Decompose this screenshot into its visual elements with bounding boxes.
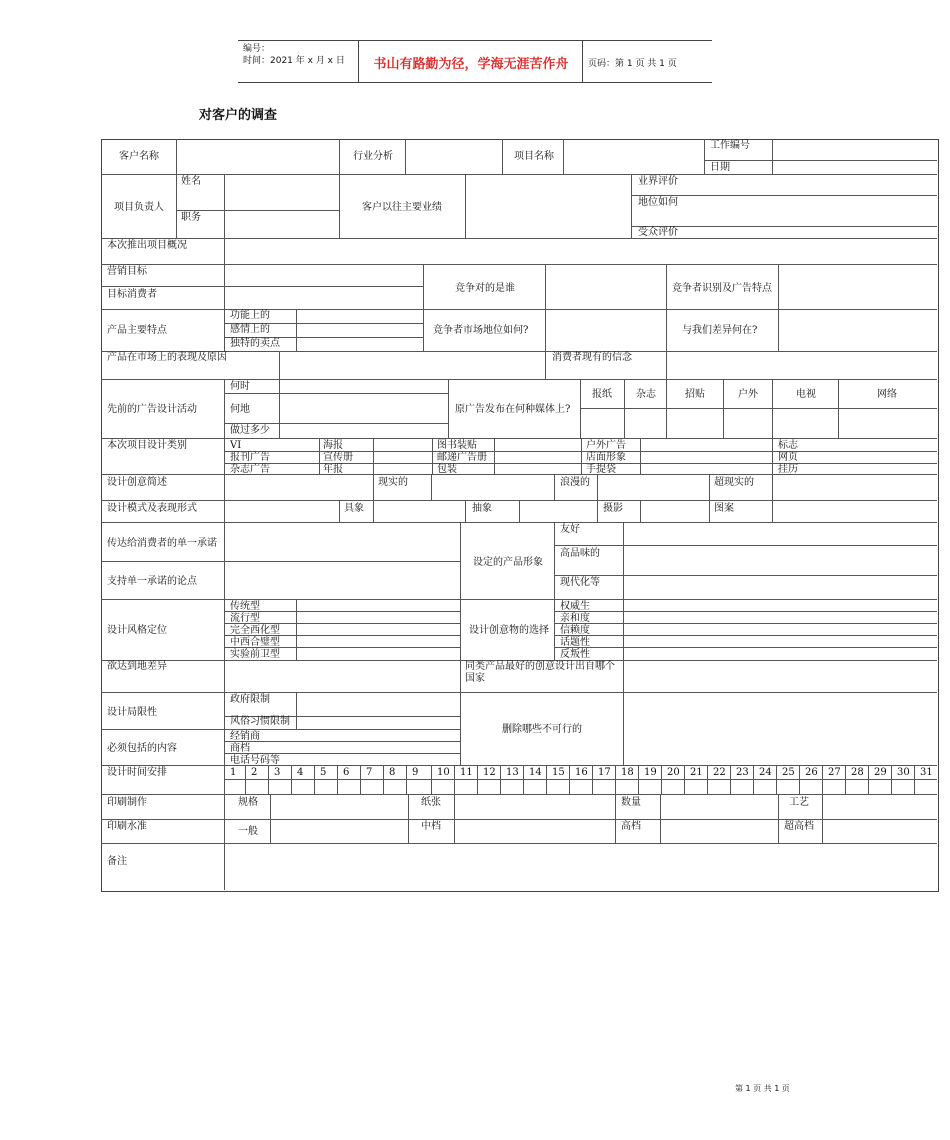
cell-label: 信赖度 <box>560 625 590 636</box>
day-number: 14 <box>529 767 542 778</box>
grid-line <box>176 210 339 211</box>
grid-line <box>101 561 460 562</box>
grid-line <box>224 423 448 424</box>
grid-line <box>772 139 773 174</box>
cell-label: 传达给消费者的单一承诺 <box>107 538 217 549</box>
day-number: 31 <box>920 767 933 778</box>
cell-label: 设计创意物的选择 <box>469 625 549 636</box>
cell-label: 超高档 <box>784 821 814 832</box>
grid-line <box>554 623 937 624</box>
cell-label: 做过多少 <box>230 425 270 436</box>
cell-label: 高档 <box>621 821 641 832</box>
cell-label: 流行型 <box>230 613 260 624</box>
grid-line <box>615 794 616 843</box>
grid-line <box>101 379 937 380</box>
day-number: 3 <box>274 767 281 778</box>
cell-label: 年报 <box>323 464 343 475</box>
cell-label: 邮递广告册 <box>437 452 487 463</box>
cell-label: 商档 <box>230 743 250 754</box>
grid-line <box>101 599 937 600</box>
slogan: 书山有路勤为径，学海无涯苦作舟 <box>373 57 569 72</box>
cell-label: 现实的 <box>378 477 408 488</box>
cell-label: 包装 <box>437 464 457 475</box>
cell-label: 支持单一承诺的论点 <box>107 576 197 587</box>
grid-line <box>640 438 641 474</box>
grid-line <box>623 692 624 765</box>
cell-label: 竞争者识别及广告特点 <box>672 283 772 294</box>
cell-label: 具象 <box>344 503 364 514</box>
cell-label: 何时 <box>230 381 250 392</box>
header-meta <box>243 43 345 67</box>
grid-line <box>319 438 320 474</box>
grid-line <box>101 474 937 475</box>
day-number: 25 <box>782 767 795 778</box>
grid-line <box>709 500 710 522</box>
grid-line <box>554 474 555 500</box>
cell-label: 话题性 <box>560 637 590 648</box>
grid-line <box>709 474 710 500</box>
grid-line <box>296 599 297 660</box>
grid-line <box>580 408 937 409</box>
grid-line <box>423 264 424 351</box>
day-number: 20 <box>667 767 680 778</box>
cell-label: 先前的广告设计活动 <box>107 404 197 415</box>
grid-line <box>772 438 773 474</box>
grid-line <box>554 635 937 636</box>
cell-label: 设计风格定位 <box>107 625 167 636</box>
header-divider <box>582 41 583 82</box>
cell-label: 摄影 <box>603 503 623 514</box>
day-number: 12 <box>483 767 496 778</box>
grid-line <box>339 174 340 238</box>
cell-label: 户外 <box>738 389 758 400</box>
page-number-label: 页码：第 1 页 共 1 页 <box>588 59 677 69</box>
cell-label: 国家 <box>465 673 485 684</box>
day-number: 16 <box>575 767 588 778</box>
day-number: 10 <box>437 767 450 778</box>
day-number: 21 <box>690 767 703 778</box>
day-number: 8 <box>389 767 396 778</box>
grid-line <box>296 309 297 351</box>
cell-label: 电话号码等 <box>230 755 280 766</box>
page-footer: 第 1 页 共 1 页 <box>735 1084 790 1093</box>
cell-label: 图案 <box>714 503 734 514</box>
grid-line <box>448 379 449 438</box>
number-label: 编号： <box>243 44 271 54</box>
grid-line <box>623 660 624 692</box>
cell-label: 网页 <box>778 452 798 463</box>
grid-line <box>373 438 374 474</box>
grid-line <box>631 174 632 238</box>
grid-line <box>224 438 225 474</box>
cell-label: 经销商 <box>230 731 260 742</box>
cell-label: 客户名称 <box>119 151 159 162</box>
grid-line <box>432 438 433 474</box>
grid-line <box>224 779 937 780</box>
grid-line <box>101 843 937 844</box>
cell-label: 权威生 <box>560 601 590 612</box>
cell-label: 报纸 <box>592 389 612 400</box>
grid-line <box>279 351 280 379</box>
grid-line <box>339 500 340 522</box>
cell-label: 海报 <box>323 440 343 451</box>
grid-line <box>778 794 779 843</box>
grid-line <box>373 474 374 500</box>
day-number: 22 <box>713 767 726 778</box>
grid-line <box>554 522 555 599</box>
cell-label: 客户以往主要业绩 <box>362 202 442 213</box>
grid-line <box>460 522 461 599</box>
cell-label: 印刷水准 <box>107 821 147 832</box>
grid-line <box>101 819 937 820</box>
grid-line <box>554 575 937 576</box>
grid-line <box>597 474 598 500</box>
grid-line <box>519 500 520 522</box>
grid-line <box>545 351 546 379</box>
cell-label: 标志 <box>778 440 798 451</box>
cell-label: 设计创意简述 <box>107 477 167 488</box>
day-number: 17 <box>598 767 611 778</box>
cell-label: 行业分析 <box>353 151 393 162</box>
grid-line <box>408 794 409 843</box>
grid-line <box>554 599 555 660</box>
grid-line <box>224 393 448 394</box>
grid-line <box>224 474 225 500</box>
cell-label: 业界评价 <box>638 176 678 187</box>
cell-label: 同类产品最好的创意设计出自哪个 <box>465 661 615 672</box>
day-number: 29 <box>874 767 887 778</box>
grid-line <box>224 309 225 351</box>
cell-label: 项目名称 <box>514 151 554 162</box>
page-title: 对客户的调查 <box>199 108 278 123</box>
cell-label: 独特的卖点 <box>230 338 280 349</box>
cell-label: 网络 <box>877 389 897 400</box>
cell-label: 纸张 <box>421 797 441 808</box>
grid-line <box>101 794 937 795</box>
cell-label: 挂历 <box>778 464 798 475</box>
grid-line <box>772 474 773 500</box>
day-number: 2 <box>251 767 258 778</box>
grid-line <box>101 264 937 265</box>
grid-line <box>465 500 466 522</box>
cell-label: 传统型 <box>230 601 260 612</box>
grid-line <box>224 599 225 660</box>
cell-label: 现代化等 <box>560 577 600 588</box>
grid-line <box>101 729 460 730</box>
cell-label: 友好 <box>560 524 580 535</box>
cell-label: 反叛性 <box>560 649 590 660</box>
cell-label: 备注 <box>107 856 127 867</box>
cell-label: 超现实的 <box>714 477 754 488</box>
grid-line <box>554 647 937 648</box>
grid-line <box>101 286 423 287</box>
grid-line <box>176 139 177 174</box>
cell-label: 何地 <box>230 404 250 415</box>
cell-label: 店面形象 <box>586 452 626 463</box>
grid-line <box>494 438 495 474</box>
cell-label: 产品主要特点 <box>107 325 167 336</box>
grid-line <box>704 139 705 174</box>
cell-label: 原广告发布在何种媒体上? <box>455 404 571 415</box>
cell-label: 设计模式及表现形式 <box>107 503 197 514</box>
grid-line <box>224 794 225 843</box>
grid-line <box>405 139 406 174</box>
grid-line <box>279 379 280 438</box>
cell-label: 杂志 <box>636 389 656 400</box>
grid-line <box>666 351 667 379</box>
grid-line <box>822 794 823 843</box>
grid-line <box>224 753 460 754</box>
day-number: 23 <box>736 767 749 778</box>
cell-label: 规格 <box>238 797 258 808</box>
grid-line <box>778 264 779 351</box>
day-number: 15 <box>552 767 565 778</box>
cell-label: 亲和度 <box>560 613 590 624</box>
grid-line <box>101 438 937 439</box>
cell-label: VI <box>230 440 242 451</box>
day-number: 7 <box>366 767 373 778</box>
cell-label: 数量 <box>621 797 641 808</box>
grid-line <box>631 195 937 196</box>
cell-label: 地位如何 <box>638 197 678 208</box>
grid-line <box>563 139 564 174</box>
cell-label: 设定的产品形象 <box>473 557 543 568</box>
cell-label: 政府限制 <box>230 694 270 705</box>
grid-line <box>460 660 461 692</box>
grid-line <box>270 794 271 843</box>
day-number: 6 <box>343 767 350 778</box>
day-number: 28 <box>851 767 864 778</box>
cell-label: 设计局限性 <box>107 707 157 718</box>
grid-line <box>101 522 937 523</box>
grid-line <box>581 438 582 474</box>
cell-label: 杂志广告 <box>230 464 270 475</box>
cell-label: 必须包括的内容 <box>107 743 177 754</box>
grid-line <box>224 379 225 438</box>
day-number: 1 <box>230 767 237 778</box>
cell-label: 消费者现有的信念 <box>552 352 632 363</box>
cell-label: 户外广告 <box>586 440 626 451</box>
day-number: 5 <box>320 767 327 778</box>
cell-label: 受众评价 <box>638 227 678 238</box>
day-number: 19 <box>644 767 657 778</box>
cell-label: 一般 <box>238 826 258 837</box>
grid-line <box>465 174 466 238</box>
grid-line <box>502 139 503 174</box>
cell-label: 电视 <box>796 389 816 400</box>
cell-label: 工作编号 <box>710 140 750 151</box>
cell-label: 中西合璧型 <box>230 637 280 648</box>
grid-line <box>454 794 455 843</box>
cell-label: 本次推出项目概况 <box>107 240 187 251</box>
grid-line <box>772 500 773 522</box>
time-label: 时间：2021 年 x 月 x 日 <box>243 56 345 66</box>
cell-label: 高品味的 <box>560 548 600 559</box>
cell-label: 竞争对的是谁 <box>455 283 515 294</box>
cell-label: 项目负责人 <box>114 202 164 213</box>
grid-line <box>554 611 937 612</box>
day-number: 18 <box>621 767 634 778</box>
grid-line <box>623 599 624 660</box>
cell-label: 浪漫的 <box>560 477 590 488</box>
cell-label: 本次项目设计类别 <box>107 440 187 451</box>
cell-label: 实验前卫型 <box>230 649 280 660</box>
cell-label: 竞争者市场地位如何? <box>433 325 529 336</box>
grid-line <box>623 522 624 599</box>
cell-label: 手提袋 <box>586 464 616 475</box>
grid-line <box>101 238 937 239</box>
grid-line <box>431 474 432 500</box>
grid-line <box>101 692 937 693</box>
grid-line <box>224 843 225 890</box>
grid-line <box>224 174 225 238</box>
day-number: 4 <box>297 767 304 778</box>
cell-label: 感情上的 <box>230 324 270 335</box>
cell-label: 删除哪些不可行的 <box>502 724 582 735</box>
cell-label: 营销目标 <box>107 266 147 277</box>
cell-label: 职务 <box>181 212 201 223</box>
cell-label: 与我们差异何在? <box>682 325 758 336</box>
cell-label: 报刊广告 <box>230 452 270 463</box>
grid-line <box>460 692 461 765</box>
cell-label: 姓名 <box>181 176 201 187</box>
grid-line <box>176 174 177 238</box>
cell-label: 中档 <box>421 821 441 832</box>
cell-label: 招贴 <box>685 389 705 400</box>
cell-label: 完全西化型 <box>230 625 280 636</box>
page-header <box>238 40 712 83</box>
cell-label: 产品在市场上的表现及原因 <box>107 352 227 363</box>
cell-label: 日期 <box>710 162 730 173</box>
cell-label: 设计时间安排 <box>107 767 167 778</box>
day-number: 11 <box>460 767 473 778</box>
grid-line <box>101 174 937 175</box>
grid-line <box>460 599 461 660</box>
grid-line <box>101 309 937 310</box>
grid-line <box>101 765 937 766</box>
grid-line <box>224 500 225 522</box>
grid-line <box>640 500 641 522</box>
cell-label: 印刷制作 <box>107 797 147 808</box>
day-number: 9 <box>412 767 419 778</box>
cell-label: 图书装贴 <box>437 440 477 451</box>
cell-label: 抽象 <box>472 503 492 514</box>
day-number: 27 <box>828 767 841 778</box>
grid-line <box>339 139 340 174</box>
grid-line <box>224 660 225 692</box>
grid-line <box>597 500 598 522</box>
day-number: 13 <box>506 767 519 778</box>
day-number: 26 <box>805 767 818 778</box>
grid-line <box>704 160 937 161</box>
grid-line <box>545 264 546 351</box>
grid-line <box>660 794 661 843</box>
cell-label: 目标消费者 <box>107 289 157 300</box>
cell-label: 宣传册 <box>323 452 353 463</box>
day-number: 30 <box>897 767 910 778</box>
grid-line <box>554 545 937 546</box>
grid-line <box>373 500 374 522</box>
cell-label: 工艺 <box>789 797 809 808</box>
cell-label: 欲达到地差异 <box>107 661 167 672</box>
day-number: 24 <box>759 767 772 778</box>
cell-label: 功能上的 <box>230 310 270 321</box>
grid-line <box>296 692 297 729</box>
grid-line <box>666 264 667 351</box>
cell-label: 风俗习惯限制 <box>230 716 290 727</box>
grid-line <box>224 238 225 264</box>
